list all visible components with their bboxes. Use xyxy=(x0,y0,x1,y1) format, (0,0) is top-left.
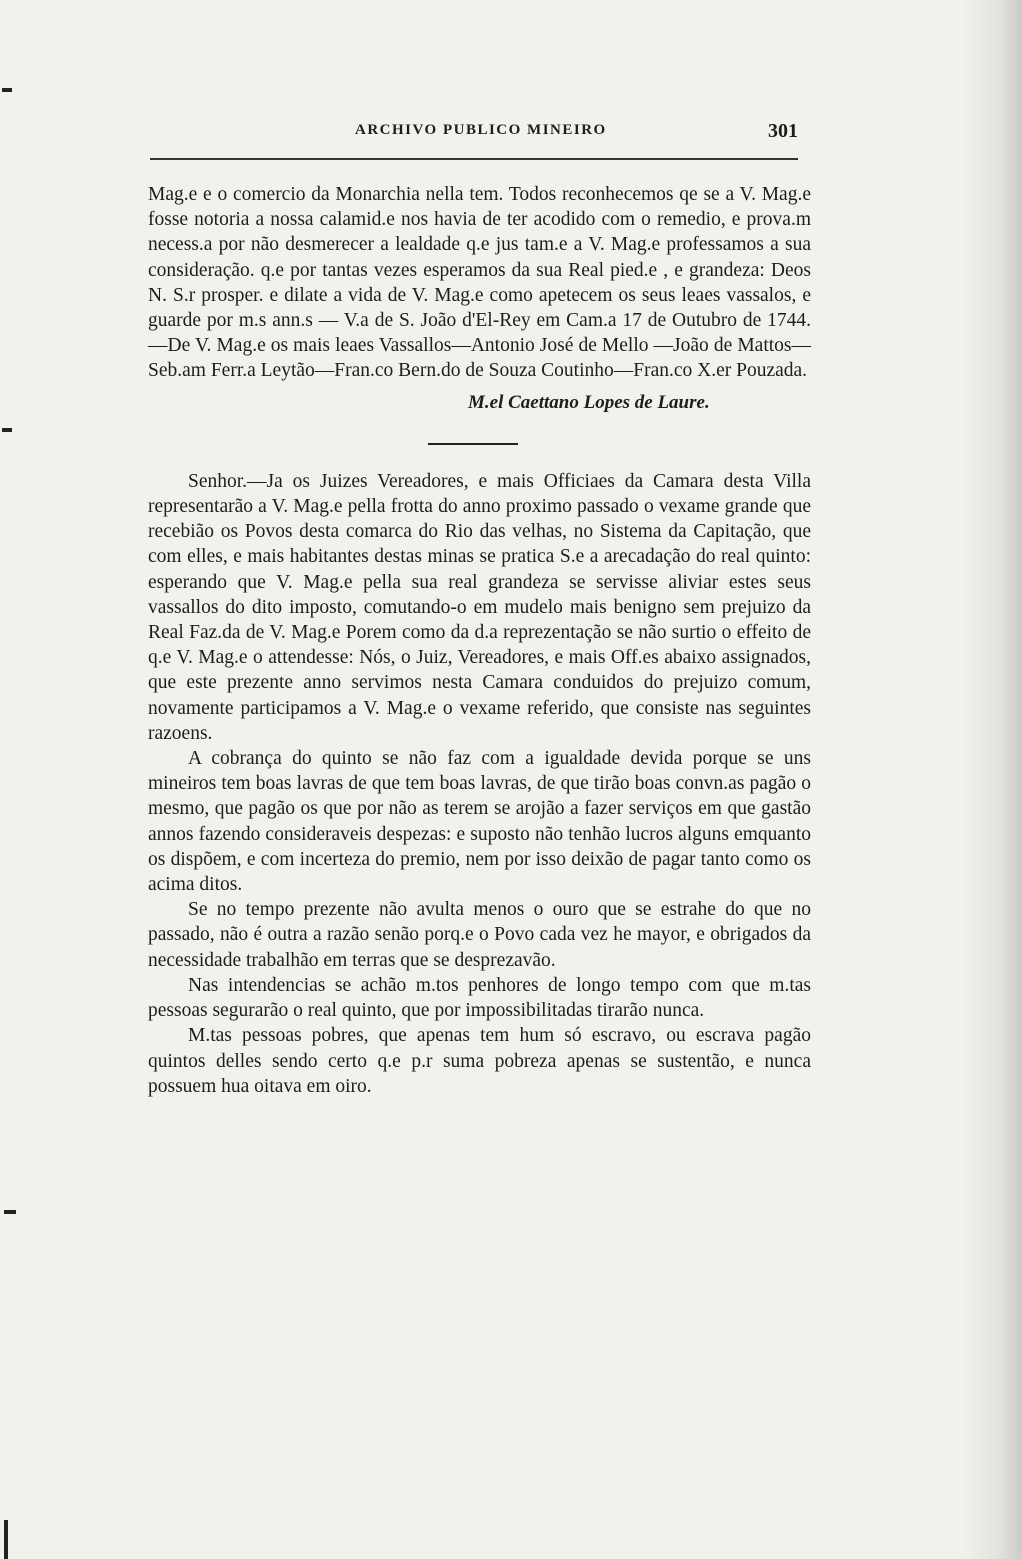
page-header xyxy=(148,120,808,150)
page-edge-shadow xyxy=(962,0,1022,1559)
margin-mark xyxy=(2,88,12,92)
paragraph: M.tas pessoas pobres, que apenas tem hum só escravo, ou escrava pagão quintos delles sendo certo q.e p.r suma pobreza apenas se sustentão, e nunca possuem hua oitava em oiro. xyxy=(148,1025,811,1097)
header-rule xyxy=(150,158,798,160)
letter-one-text: Mag.e e o comercio da Monarchia nella tem. Todos reconhecemos qe se a V. Mag.e fosse notoria a nossa calamid.e nos havia de ter acodido com o remedio, e prova.m necess.a por não desmerecer a lealdade q.e jus tam.e a V. Mag.e professamos a sua consideração. q.e por tantas vezes esperamos da sua Real pied.e , e grandeza: Deos N. S.r prosper. e dilate a vida de V. Mag.e como apetecem os seus leaes vassalos, e guarde por m.s ann.s — V.a de S. João d'El-Rey em Cam.a 17 de Outubro de 1744.—De V. Mag.e os mais leaes Vassallos—Antonio José de Mello —João de Mattos—Seb.am Ferr.a Leytão—Fran.co Bern.do de Souza Coutinho—Fran.co X.er Pouzada. xyxy=(148,184,811,382)
paragraph: Se no tempo prezente não avulta menos o ouro que se estrahe do que no passado, não é outra a razão senão porq.e o Povo cada vez he mayor, e obrigados da necessidade trabalhão em terras que se desprezavão. xyxy=(148,899,811,971)
paragraph: Senhor.—Ja os Juizes Vereadores, e mais Officiaes da Camara desta Villa representarão a V. Mag.e pella frotta do anno proximo passado o vexame grande que recebião os Povos desta comarca do Rio das velhas, no Sistema da Capitação, que com elles, e mais habitantes destas minas se pratica S.e a arecadação do real quinto: esperando que V. Mag.e pella sua real grandeza se servisse aliviar estes seus vassallos do dito imposto, comutando-o em mudelo mais benigno sem prejuizo da Real Faz.da de V. Mag.e Porem como da d.a reprezentação se não surtio o effeito de q.e V. Mag.e o attendesse: Nós, o Juiz, Vereadores, e mais Off.es abaixo assignados, que este prezente anno servimos nesta Camara conduidos do prejuizo comum, novamente participamos a V. Mag.e o vexame referido, que consiste nas seguintes razoens. xyxy=(148,470,811,744)
paragraph: A cobrança do quinto se não faz com a igualdade devida porque se uns mineiros tem boas lavras de que tem boas lavras, de que tirão boas convn.as pagão o mesmo, que pagão os que por não as terem se arojão a fazer serviços em que gastão annos fazendo consideraveis despezas: e suposto não tenhão lucros alguns emquanto os dispõem, e com incerteza do premio, nem por isso deixão de pagar tanto como os acima ditos. xyxy=(148,748,811,896)
paragraph: Nas intendencias se achão m.tos penhores de longo tempo com que m.tas pessoas segurarão o real quinto, que por impossibilitadas tirarão nunca. xyxy=(148,974,811,1022)
page-body xyxy=(148,182,811,1099)
margin-mark xyxy=(4,1210,16,1214)
page-number: 301 xyxy=(768,120,798,142)
margin-mark xyxy=(2,428,12,432)
section-separator xyxy=(428,443,518,445)
signature: M.el Caettano Lopes de Laure. xyxy=(468,391,710,413)
running-head: ARCHIVO PUBLICO MINEIRO xyxy=(355,122,607,138)
margin-mark xyxy=(4,1520,8,1559)
